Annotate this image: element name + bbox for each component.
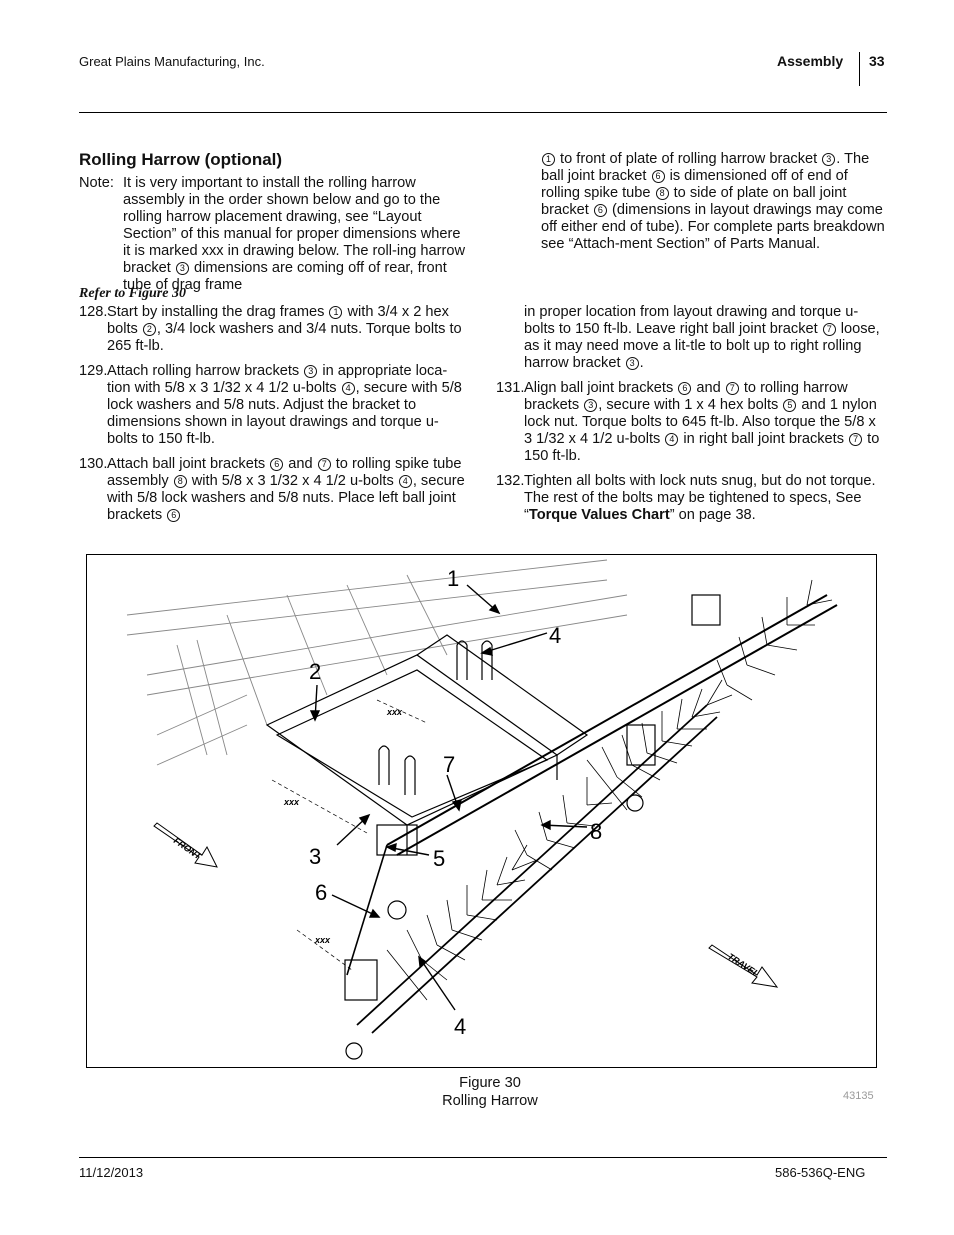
steps-left <box>79 304 468 532</box>
note-label: Note: <box>79 175 114 191</box>
step-129: 129. Attach rolling harrow brackets 3 in appropriate loca-tion with 5/8 x 3 1/32 x 4 1/2 u-bolts 4 , secure with 5/8 lock washers and 5/8 nuts. Adjust the bracket to dimensions shown in layout drawings and torque u-bolts to 150 ft-lb. <box>79 363 462 447</box>
callout-ref: 3 <box>176 262 189 275</box>
caption-line-1: Figure 30 <box>459 1075 521 1091</box>
header-divider <box>859 52 860 86</box>
footer-doc-number: 586-536Q-ENG <box>775 1165 866 1180</box>
callout-ref: 6 <box>594 204 607 217</box>
dim-label: xxx <box>315 935 331 945</box>
rolling-harrow-drawing <box>87 555 876 1067</box>
header-section: Assembly <box>777 53 844 69</box>
step-130: 130. Attach ball joint brackets 6 and 7 to rolling spike tube assembly 8 with 5/8 x 3 1/32 x 4 1/2 u-bolts 4 , secure with 5/8 lock washers and 5/8 nuts. Place left ball joint brackets 6 <box>79 456 465 523</box>
note-body-left: It is very important to install the rolling harrow assembly in the order shown below and go to the rolling harrow placement drawing, see “Layout Section” of this manual for proper dimensions where it is marked xxx in drawing below. The roll-ing harrow bracket 3 dimensions are coming off of rear, front tube of drag frame <box>123 175 466 293</box>
step-128: 128. Start by installing the drag frames 1 with 3/4 x 2 hex bolts 2 , 3/4 lock washers and 3/4 nuts. Torque bolts to 265 ft-lb. <box>79 304 462 354</box>
callout-ref: 8 <box>656 187 669 200</box>
callout-8: 8 <box>590 819 603 844</box>
figure-30 <box>86 554 877 1068</box>
dim-label: xxx <box>387 707 403 717</box>
header-company: Great Plains Manufacturing, Inc. <box>79 54 265 69</box>
drawing-id: 43135 <box>843 1090 874 1102</box>
travel-arrow <box>709 945 777 987</box>
callout-ref: 1 <box>542 153 555 166</box>
note-right <box>541 151 886 253</box>
refer-figure: Refer to Figure 30 <box>79 286 186 301</box>
step-131: 131. Align ball joint brackets 6 and 7 to rolling harrow brackets 3 , secure with 1 x 4 hex bolts 5 and 1 nylon lock nut. Torque bolts to 645 ft-lb. Also torque the 5/8 x 3 1/32 x 4 1/2 u-bolts 4 in right ball joint brackets 7 to 150 ft-lb. <box>496 380 880 464</box>
front-arrow <box>154 823 217 867</box>
section-title: Rolling Harrow (optional) <box>79 150 283 169</box>
dim-label: xxx <box>284 797 300 807</box>
step-130-cont: in proper location from layout drawing and torque u-bolts to 150 ft-lb. Leave right ball joint bracket 7 loose, as it may need move a lit-tle to bolt up to right rolling harrow bracket 3 . <box>524 304 880 371</box>
steps-right <box>496 304 887 532</box>
callout-ref: 6 <box>652 170 665 183</box>
footer-rule <box>79 1157 887 1158</box>
note-left <box>79 175 468 294</box>
figure-caption <box>380 1074 600 1110</box>
callout-ref: 3 <box>822 153 835 166</box>
callout-1: 1 <box>447 566 460 591</box>
header-page-number: 33 <box>869 53 885 69</box>
callout-4-bottom: 4 <box>454 1014 467 1039</box>
header-rule <box>79 112 887 113</box>
note-body-right: 1 to front of plate of rolling harrow bracket 3 . The ball joint bracket 6 is dimensioned off of end of rolling spike tube 8 to side of plate on ball joint bracket 6 (dimensions in layout drawings may come off either end of tube). For complete parts breakdown see “Attach-ment Section” of Parts Manual. <box>541 151 885 252</box>
callout-6: 6 <box>315 880 328 905</box>
travel-label: TRAVEL <box>725 951 761 979</box>
callout-2: 2 <box>309 659 322 684</box>
caption-line-2: Rolling Harrow <box>442 1093 538 1109</box>
footer-date: 11/12/2013 <box>79 1165 144 1180</box>
callout-3: 3 <box>309 844 322 869</box>
step-132: 132. Tighten all bolts with lock nuts snug, but do not torque. The rest of the bolts may be tightened to specs, See “Torque Values Chart” on page 38. <box>496 473 876 523</box>
callout-5: 5 <box>433 846 446 871</box>
callout-4-top: 4 <box>549 623 562 648</box>
callout-7: 7 <box>443 752 456 777</box>
front-label: FRONT <box>171 835 203 862</box>
